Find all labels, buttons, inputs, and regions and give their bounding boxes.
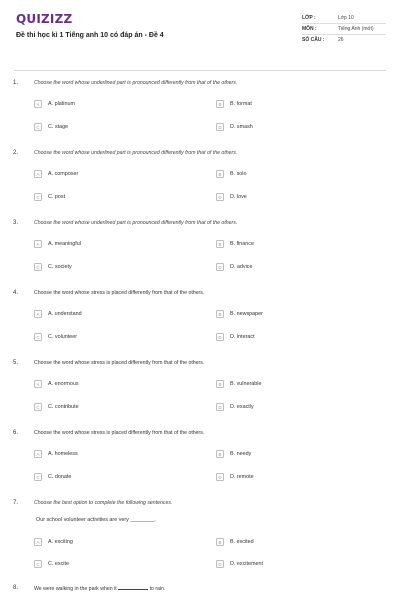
question-number: 2. [13,150,19,156]
option-text: B. format [230,101,252,107]
question-number: 1. [13,80,19,86]
option-d[interactable] [216,262,252,272]
option-letter-box: A [34,100,42,108]
option-c[interactable] [34,402,79,412]
option-letter-box: C [34,560,42,568]
option-letter-box: D [216,560,224,568]
option-text: D. love [230,194,247,200]
meta-value: 26 [338,37,344,43]
option-d[interactable] [216,122,253,132]
option-letter-box: C [34,123,42,131]
option-d[interactable] [216,402,254,412]
option-a[interactable] [34,99,75,109]
option-letter-box: A [34,170,42,178]
option-letter-box: A [34,240,42,248]
option-a[interactable] [34,239,81,249]
option-text: D. interact [230,334,255,340]
option-b[interactable] [216,449,251,459]
option-letter-box: D [216,403,224,411]
option-text: C. volunteer [48,334,78,340]
option-c[interactable] [34,122,68,132]
option-letter-box: D [216,263,224,271]
question-text-after: to rain. [149,586,166,592]
option-text: B. solo [230,171,247,177]
option-letter-box: B [216,100,224,108]
meta-label: LỚP : [302,15,316,21]
option-letter-box: C [34,403,42,411]
question-text: Choose the word whose stress is placed differently from that of the others. [34,290,205,296]
question-text: Choose the best option to complete the following sentences. [34,500,173,506]
option-text: C. contribute [48,404,79,410]
option-c[interactable] [34,559,69,569]
option-a[interactable] [34,379,79,389]
option-letter-box: A [34,450,42,458]
option-text: A. homeless [48,451,78,457]
option-text: A. exciting [48,539,73,545]
option-letter-box: B [216,380,224,388]
option-b[interactable] [216,537,254,547]
option-a[interactable] [34,449,78,459]
option-letter-box: A [34,538,42,546]
option-letter-box: C [34,473,42,481]
worksheet-meta [302,13,386,45]
question-number: 3. [13,220,19,226]
option-letter-box: C [34,263,42,271]
option-text: A. enormous [48,381,79,387]
option-a[interactable] [34,309,82,319]
option-text: C. excite [48,561,69,567]
option-text: D. exactly [230,404,254,410]
answer-blank [118,585,148,590]
option-letter-box: D [216,333,224,341]
option-letter-box: D [216,193,224,201]
question-sentence: Our school volunteer activities are very ________. [36,517,156,523]
option-text: D. advice [230,264,253,270]
option-letter-box: C [34,193,42,201]
question-text-before: We were walking in the park when it [34,586,117,592]
option-letter-box: D [216,123,224,131]
option-c[interactable] [34,472,71,482]
question-text: Choose the word whose underlined part is pronounced differently from that of the others. [34,220,238,226]
option-text: A. understand [48,311,82,317]
option-d[interactable] [216,192,247,202]
option-text: C. society [48,264,72,270]
option-text: B. vulnerable [230,381,262,387]
meta-label: SỐ CÂU : [302,37,325,43]
option-text: C. stage [48,124,69,130]
option-text: B. needy [230,451,252,457]
question-text: Choose the word whose underlined part is pronounced differently from that of the others. [34,150,238,156]
option-letter-box: B [216,170,224,178]
option-letter-box: B [216,310,224,318]
option-a[interactable] [34,537,73,547]
quizizz-logo: QUIZIZZ [16,12,73,26]
question-number: 6. [13,430,19,436]
option-letter-box: B [216,538,224,546]
option-d[interactable] [216,472,254,482]
option-letter-box: D [216,473,224,481]
question-text [34,585,384,592]
option-b[interactable] [216,169,246,179]
option-c[interactable] [34,262,72,272]
question-number: 5. [13,360,19,366]
meta-value: Tiếng Anh (mới) [338,26,374,32]
option-text: B. newspaper [230,311,263,317]
option-text: C. post [48,194,66,200]
option-b[interactable] [216,309,263,319]
question-text: Choose the word whose stress is placed differently from that of the others. [34,430,205,436]
option-text: A. platinum [48,101,75,107]
option-letter-box: A [34,380,42,388]
question-number: 8. [13,585,19,591]
option-letter-box: B [216,450,224,458]
option-text: A. meaningful [48,241,81,247]
option-a[interactable] [34,169,78,179]
option-letter-box: B [216,240,224,248]
meta-label: MÔN : [302,26,317,32]
meta-row-class [302,13,386,24]
option-text: C. donate [48,474,72,480]
option-c[interactable] [34,192,65,202]
meta-row-count [302,35,386,45]
worksheet-title: Đề thi học kì 1 Tiếng anh 10 có đáp án - Đề 4 [16,32,164,39]
header-divider [14,70,386,71]
meta-value: Lớp 10 [338,15,354,21]
option-b[interactable] [216,99,252,109]
option-d[interactable] [216,332,255,342]
option-c[interactable] [34,332,77,342]
option-text: B. finance [230,241,254,247]
question-text: Choose the word whose stress is placed differently from that of the others. [34,360,205,366]
option-text: A. composer [48,171,79,177]
option-b[interactable] [216,379,261,389]
option-b[interactable] [216,239,254,249]
meta-row-subject [302,24,386,35]
option-text: B. excited [230,539,254,545]
question-number: 4. [13,290,19,296]
option-text: D. excitement [230,561,263,567]
option-d[interactable] [216,559,263,569]
option-text: D. smash [230,124,253,130]
option-letter-box: A [34,310,42,318]
question-number: 7. [13,500,19,506]
option-letter-box: C [34,333,42,341]
option-text: D. remote [230,474,254,480]
question-text: Choose the word whose underlined part is pronounced differently from that of the others. [34,80,238,86]
